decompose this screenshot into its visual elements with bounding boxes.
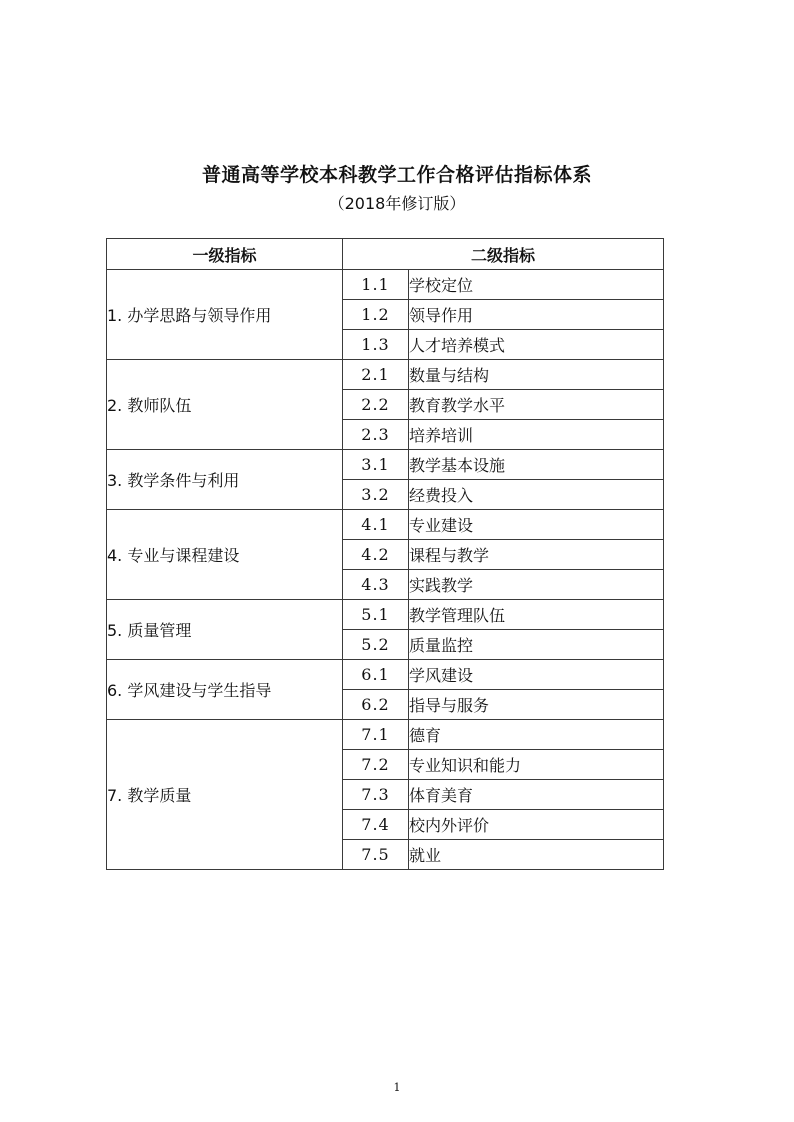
level2-indicator: 经费投入 <box>409 480 664 510</box>
level2-indicator: 德育 <box>409 720 664 750</box>
level2-number: 3.1 <box>343 450 409 480</box>
level2-number: 3.2 <box>343 480 409 510</box>
level1-indicator: 7. 教学质量 <box>107 720 343 870</box>
level2-indicator: 指导与服务 <box>409 690 664 720</box>
level2-indicator: 领导作用 <box>409 300 664 330</box>
level2-indicator: 教育教学水平 <box>409 390 664 420</box>
document-subtitle: （2018年修订版） <box>328 194 466 213</box>
table-row <box>107 270 664 300</box>
level2-number: 6.2 <box>343 690 409 720</box>
level2-number: 1.2 <box>343 300 409 330</box>
indicator-table-body <box>107 270 664 870</box>
level2-number: 1.3 <box>343 330 409 360</box>
table-row <box>107 360 664 390</box>
level2-indicator: 学校定位 <box>409 270 664 300</box>
level2-indicator: 专业知识和能力 <box>409 750 664 780</box>
level2-number: 7.1 <box>343 720 409 750</box>
level2-indicator: 培养培训 <box>409 420 664 450</box>
level1-indicator: 3. 教学条件与利用 <box>107 450 343 510</box>
header-level2: 二级指标 <box>343 239 664 270</box>
level2-number: 7.2 <box>343 750 409 780</box>
level2-number: 7.5 <box>343 840 409 870</box>
table-row <box>107 660 664 690</box>
level2-number: 4.2 <box>343 540 409 570</box>
level2-number: 7.3 <box>343 780 409 810</box>
table-row <box>107 450 664 480</box>
level2-indicator: 数量与结构 <box>409 360 664 390</box>
level2-indicator: 质量监控 <box>409 630 664 660</box>
level2-indicator: 专业建设 <box>409 510 664 540</box>
level1-indicator: 1. 办学思路与领导作用 <box>107 270 343 360</box>
level2-number: 2.2 <box>343 390 409 420</box>
level2-number: 2.3 <box>343 420 409 450</box>
level2-number: 1.1 <box>343 270 409 300</box>
level2-indicator: 实践教学 <box>409 570 664 600</box>
level2-indicator: 教学管理队伍 <box>409 600 664 630</box>
level2-indicator: 课程与教学 <box>409 540 664 570</box>
level1-indicator: 5. 质量管理 <box>107 600 343 660</box>
table-row <box>107 600 664 630</box>
level2-number: 4.3 <box>343 570 409 600</box>
indicator-table <box>106 238 664 870</box>
level2-number: 2.1 <box>343 360 409 390</box>
header-level1: 一级指标 <box>107 239 343 270</box>
table-row <box>107 720 664 750</box>
level2-number: 5.1 <box>343 600 409 630</box>
level1-indicator: 2. 教师队伍 <box>107 360 343 450</box>
level2-indicator: 校内外评价 <box>409 810 664 840</box>
page-number: 1 <box>393 1081 401 1094</box>
level2-indicator: 人才培养模式 <box>409 330 664 360</box>
level2-number: 5.2 <box>343 630 409 660</box>
level2-number: 7.4 <box>343 810 409 840</box>
level2-number: 6.1 <box>343 660 409 690</box>
level2-indicator: 教学基本设施 <box>409 450 664 480</box>
table-header-row <box>107 239 664 270</box>
level1-indicator: 4. 专业与课程建设 <box>107 510 343 600</box>
document-title: 普通高等学校本科教学工作合格评估指标体系 <box>201 164 592 186</box>
level1-indicator: 6. 学风建设与学生指导 <box>107 660 343 720</box>
level2-indicator: 就业 <box>409 840 664 870</box>
level2-indicator: 体育美育 <box>409 780 664 810</box>
level2-indicator: 学风建设 <box>409 660 664 690</box>
level2-number: 4.1 <box>343 510 409 540</box>
table-row <box>107 510 664 540</box>
